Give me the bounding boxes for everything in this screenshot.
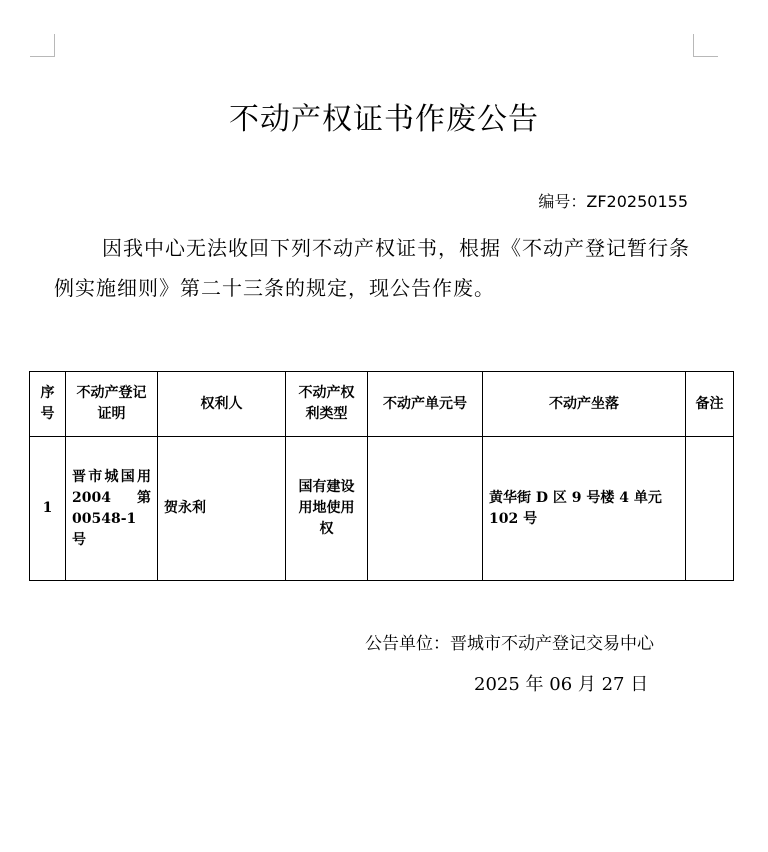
cell-owner: 贺永利 (158, 437, 286, 581)
issuing-organization: 公告单位：晋城市不动产登记交易中心 (365, 634, 654, 654)
header-right-type: 不动产权利类型 (286, 372, 368, 437)
page-margin-mark-top-right (693, 34, 718, 57)
table-row (30, 437, 734, 581)
cell-unit-no (368, 437, 483, 581)
header-unit-no: 不动产单元号 (368, 372, 483, 437)
page-margin-mark-top-left (30, 34, 55, 57)
cell-seq: 1 (30, 437, 66, 581)
cell-remark (686, 437, 734, 581)
document-number: 编号：ZF20250155 (538, 192, 688, 211)
table-header-row (30, 372, 734, 437)
cell-right-type: 国有建设用地使用权 (286, 437, 368, 581)
header-owner: 权利人 (158, 372, 286, 437)
certificate-table (29, 371, 734, 581)
document-title: 不动产权证书作废公告 (229, 102, 539, 137)
header-cert: 不动产登记证明 (66, 372, 158, 437)
cell-location: 黄华街 D 区 9 号楼 4 单元 102 号 (483, 437, 686, 581)
header-seq: 序号 (30, 372, 66, 437)
announcement-date: 2025 年 06 月 27 日 (474, 674, 649, 695)
header-location: 不动产坐落 (483, 372, 686, 437)
cell-cert: 晋市城国用 2004 第 00548-1 号 (66, 437, 158, 581)
announcement-body: 因我中心无法收回下列不动产权证书，根据《不动产登记暂行条例实施细则》第二十三条的规定，现公告作废。 (54, 236, 690, 300)
header-remark: 备注 (686, 372, 734, 437)
